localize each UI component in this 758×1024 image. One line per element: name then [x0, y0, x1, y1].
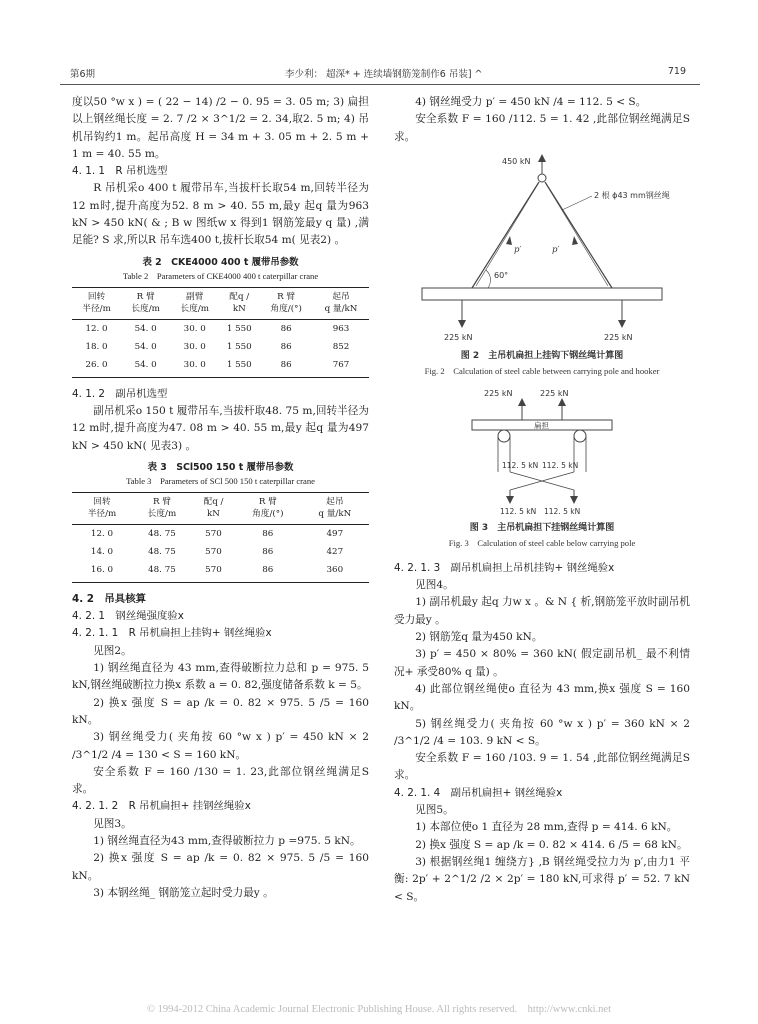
paragraph: 1) 副吊机最y 起q 力w x 。& N { 析,钢筋笼平放时副吊机受力最y 。 — [394, 596, 690, 626]
arrow-head-icon — [618, 320, 626, 328]
left-column — [72, 94, 369, 902]
paragraph: R 吊机采o 400 t 履带吊车,当拔杆长取54 m,回转半径为12 m时,提升高度为52. 8 m > 40. 55 m,最y 起q 量为963 kN > 450 kN( & ; B w 图纸w x 得到1 钢筋笼最y q 量) ,满足能? S 求,所以R 吊车选400 t,拔杆长取54 m( 见表2) 。 — [72, 182, 369, 247]
table-caption-en: Table 2 Parameters of CKE4000 400 t caterpillar crane — [122, 270, 319, 281]
paragraph: 2) 换x 强度 S = ap /k = 0. 82 × 975. 5 /5 = 160 kN。 — [72, 852, 369, 882]
paragraph: 1) 钢丝绳直径为 43 mm,查得破断拉力总和 p = 975. 5 kN,钢丝绳破断拉力换x 系数 a = 0. 82,强度储备系数 k = 5。 — [72, 662, 369, 692]
bottom-left-force-label: 225 kN — [444, 332, 473, 342]
top-left-force-label: 225 kN — [484, 388, 513, 398]
bottom-right-force-label: 225 kN — [604, 332, 633, 342]
table-header-cell: 副臂 长度/m — [170, 287, 219, 319]
issue-label: 第6期 — [70, 69, 96, 80]
paragraph: 3) p′ = 450 × 80% = 360 kN( 假定副吊机_ 最不利情况+ 承受80% q 量) 。 — [394, 648, 690, 678]
section-heading: 4. 2. 1 钢丝绳强度验x — [72, 610, 184, 623]
carrying-pole — [422, 288, 662, 300]
section-heading: 4. 2. 1. 1 R 吊机扁担上挂钩+ 钢丝绳验x — [72, 627, 272, 640]
table-header-cell: 起吊 q 量/kN — [313, 287, 369, 319]
crane-parameter-table-3 — [72, 492, 369, 583]
article-running-title: 李少利： 超深* + 连续墙钢筋笼制作6 吊装] ^ — [285, 69, 483, 80]
table-header-cell: 起吊 q 量/kN — [301, 492, 369, 524]
table-caption-en: Table 3 Parameters of SCl 500 150 t caterpillar crane — [126, 475, 315, 486]
rope-label: 2 根 ϕ43 mm钢丝绳 — [594, 190, 670, 200]
table-header-cell: R 臂 角度/(°) — [259, 287, 313, 319]
paragraph: 2) 换x 强度 S = ap /k = 0. 82 × 414. 6 /5 = 68 kN。 — [415, 838, 688, 851]
figure-caption: 图 3 主吊机扁担下挂钢丝绳计算图 — [469, 522, 615, 533]
mid-force-label: 112. 5 kN — [542, 460, 579, 470]
paragraph: 安全系数 F = 160 /130 = 1. 23,此部位钢丝绳满足S 求。 — [72, 765, 369, 796]
table-header-cell: 回转 半径/m — [72, 287, 121, 319]
arrow-head-icon — [518, 398, 526, 406]
section-heading: 4. 1. 2 副吊机选型 — [72, 387, 168, 400]
arrow-head-icon — [538, 154, 546, 162]
table-header-cell: R 臂 长度/m — [132, 492, 192, 524]
table-row: 14. 0 48. 75 570 86 427 — [90, 546, 344, 557]
p-prime-left-label: p′ — [514, 244, 522, 255]
arrow-head-icon — [558, 398, 566, 406]
table-header-cell: R 臂 角度/(°) — [235, 492, 301, 524]
table-row: 18. 0 54. 0 30. 0 1 550 86 852 — [85, 341, 350, 352]
table-caption: 表 2 CKE4000 400 t 履带吊参数 — [142, 256, 299, 268]
table-header-cell: 回转 半径/m — [72, 492, 132, 524]
paragraph: 1) 钢丝绳直径为43 mm,查得破断拉力 p =975. 5 kN。 — [93, 835, 361, 848]
paragraph: 3) 钢丝绳受力( 夹角按 60 °w x ) p′ = 450 kN × 2 /3^1/2 /4 = 130 < S = 160 kN。 — [72, 731, 369, 761]
mid-force-label: 112. 5 kN — [502, 460, 539, 470]
table-header-cell: R 臂 长度/m — [121, 287, 170, 319]
table-header-cell: 配q / kN — [219, 287, 259, 319]
copyright-footer: © 1994-2012 China Academic Journal Electronic Publishing House. All rights reserved. http://www.cnki.net — [147, 1004, 611, 1015]
paragraph: 度以50 °w x ) = ( 22 − 14) /2 − 0. 95 = 3. 05 m; 3) 扁担以上钢丝绳长度 = 2. 7 /2 × 3^1/2 = 2. 34,取2. 5 m; 4) 吊机吊钩约1 m。起吊高度 H = 34 m + 3. 05 m + 2. 5 m + 1 m = 40. 55 m。 — [72, 96, 369, 160]
section-heading: 4. 2 吊具核算 — [72, 592, 146, 605]
figure-caption-en: Fig. 2 Calculation of steel cable between carrying pole and hooker — [424, 365, 660, 376]
table-row: 26. 0 54. 0 30. 0 1 550 86 767 — [72, 356, 369, 378]
force-arrow-icon — [506, 236, 512, 245]
figure-2-diagram — [402, 152, 682, 348]
angle-arc — [486, 270, 491, 288]
paragraph: 3) 根据钢丝绳1 缠绕方} ,B 钢丝绳受拉力为 p′,由力1 平衡: 2p′ + 2^1/2 /2 × 2p′ = 180 kN,可求得 p′ = 52. 7 kN < S。 — [394, 855, 690, 903]
sheave-icon — [498, 430, 510, 442]
top-force-label: 450 kN — [502, 156, 531, 166]
paragraph: 5) 钢丝绳受力( 夹角按 60 °w x ) p′ = 360 kN × 2 /3^1/2 /4 = 103. 9 kN < S。 — [394, 717, 690, 747]
crane-parameter-table-2 — [72, 287, 369, 378]
table-row: 12. 0 54. 0 30. 0 1 550 86 963 — [85, 323, 350, 334]
paragraph: 安全系数 F = 160 /103. 9 = 1. 54 ,此部位钢丝绳满足S 求。 — [394, 752, 690, 782]
paragraph: 2) 换x 强度 S = ap /k = 0. 82 × 975. 5 /5 = 160 kN。 — [72, 696, 369, 726]
page-number: 719 — [667, 66, 686, 77]
right-column — [394, 94, 690, 906]
hook-icon — [538, 174, 546, 182]
bottom-force-label: 112. 5 kN — [544, 506, 581, 516]
section-heading: 4. 2. 1. 4 副吊机扁担+ 钢丝绳验x — [394, 786, 563, 799]
paragraph: 见图4。 — [415, 579, 454, 592]
sheave-icon — [574, 430, 586, 442]
paragraph: 副吊机采o 150 t 履带吊车,当拔杆取48. 75 m,回转半径为12 m时,提升高度为47. 08 m > 40. 55 m,最y 起q 量为497 kN > 450 kN( 见表3) 。 — [72, 404, 369, 452]
figure-caption: 图 2 主吊机扁担上挂钩下钢丝绳计算图 — [460, 350, 624, 361]
table-row: 16. 0 48. 75 570 86 360 — [72, 561, 369, 583]
paragraph: 见图5。 — [415, 804, 454, 817]
arrow-head-icon — [506, 496, 514, 504]
arrow-head-icon — [570, 496, 578, 504]
section-heading: 4. 2. 1. 2 R 吊机扁担+ 挂钢丝绳验x — [72, 800, 251, 813]
top-right-force-label: 225 kN — [540, 388, 569, 398]
section-heading: 4. 1. 1 R 吊机选型 — [72, 165, 168, 178]
paragraph: 1) 本部位使o 1 直径为 28 mm,查得 p = 414. 6 kN。 — [415, 821, 678, 834]
paragraph: 3) 本钢丝绳_ 钢筋笼立起时受力最y 。 — [93, 886, 274, 899]
figure-caption-en: Fig. 3 Calculation of steel cable below carrying pole — [448, 537, 636, 548]
paragraph: 2) 钢筋笼q 量为450 kN。 — [415, 631, 543, 644]
bottom-force-label: 112. 5 kN — [500, 506, 537, 516]
paragraph: 见图3。 — [93, 817, 132, 830]
paragraph: 见图2。 — [93, 644, 132, 657]
p-prime-right-label: p′ — [552, 244, 560, 255]
rope-label-leader — [562, 196, 592, 210]
angle-label: 60° — [494, 270, 509, 280]
carrying-pole-label: 扁担 — [534, 420, 549, 430]
arrow-head-icon — [458, 320, 466, 328]
figure-3-diagram — [442, 384, 642, 520]
table-caption: 表 3 SCl500 150 t 履带吊参数 — [147, 461, 294, 473]
paragraph: 4) 钢丝绳受力 p′ = 450 kN /4 = 112. 5 < S。 — [415, 96, 647, 108]
table-row: 12. 0 48. 75 570 86 497 — [90, 528, 344, 539]
section-heading: 4. 2. 1. 3 副吊机扁担上吊机挂钩+ 钢丝绳验x — [394, 561, 615, 574]
header-rule — [60, 84, 700, 85]
running-header — [60, 66, 698, 82]
paragraph: 安全系数 F = 160 /112. 5 = 1. 42 ,此部位钢丝绳满足S 求。 — [394, 113, 690, 143]
force-arrow-icon — [572, 236, 578, 245]
paragraph: 4) 此部位钢丝绳使o 直径为 43 mm,换x 强度 S = 160 kN。 — [394, 682, 690, 713]
table-header-cell: 配q / kN — [192, 492, 235, 524]
